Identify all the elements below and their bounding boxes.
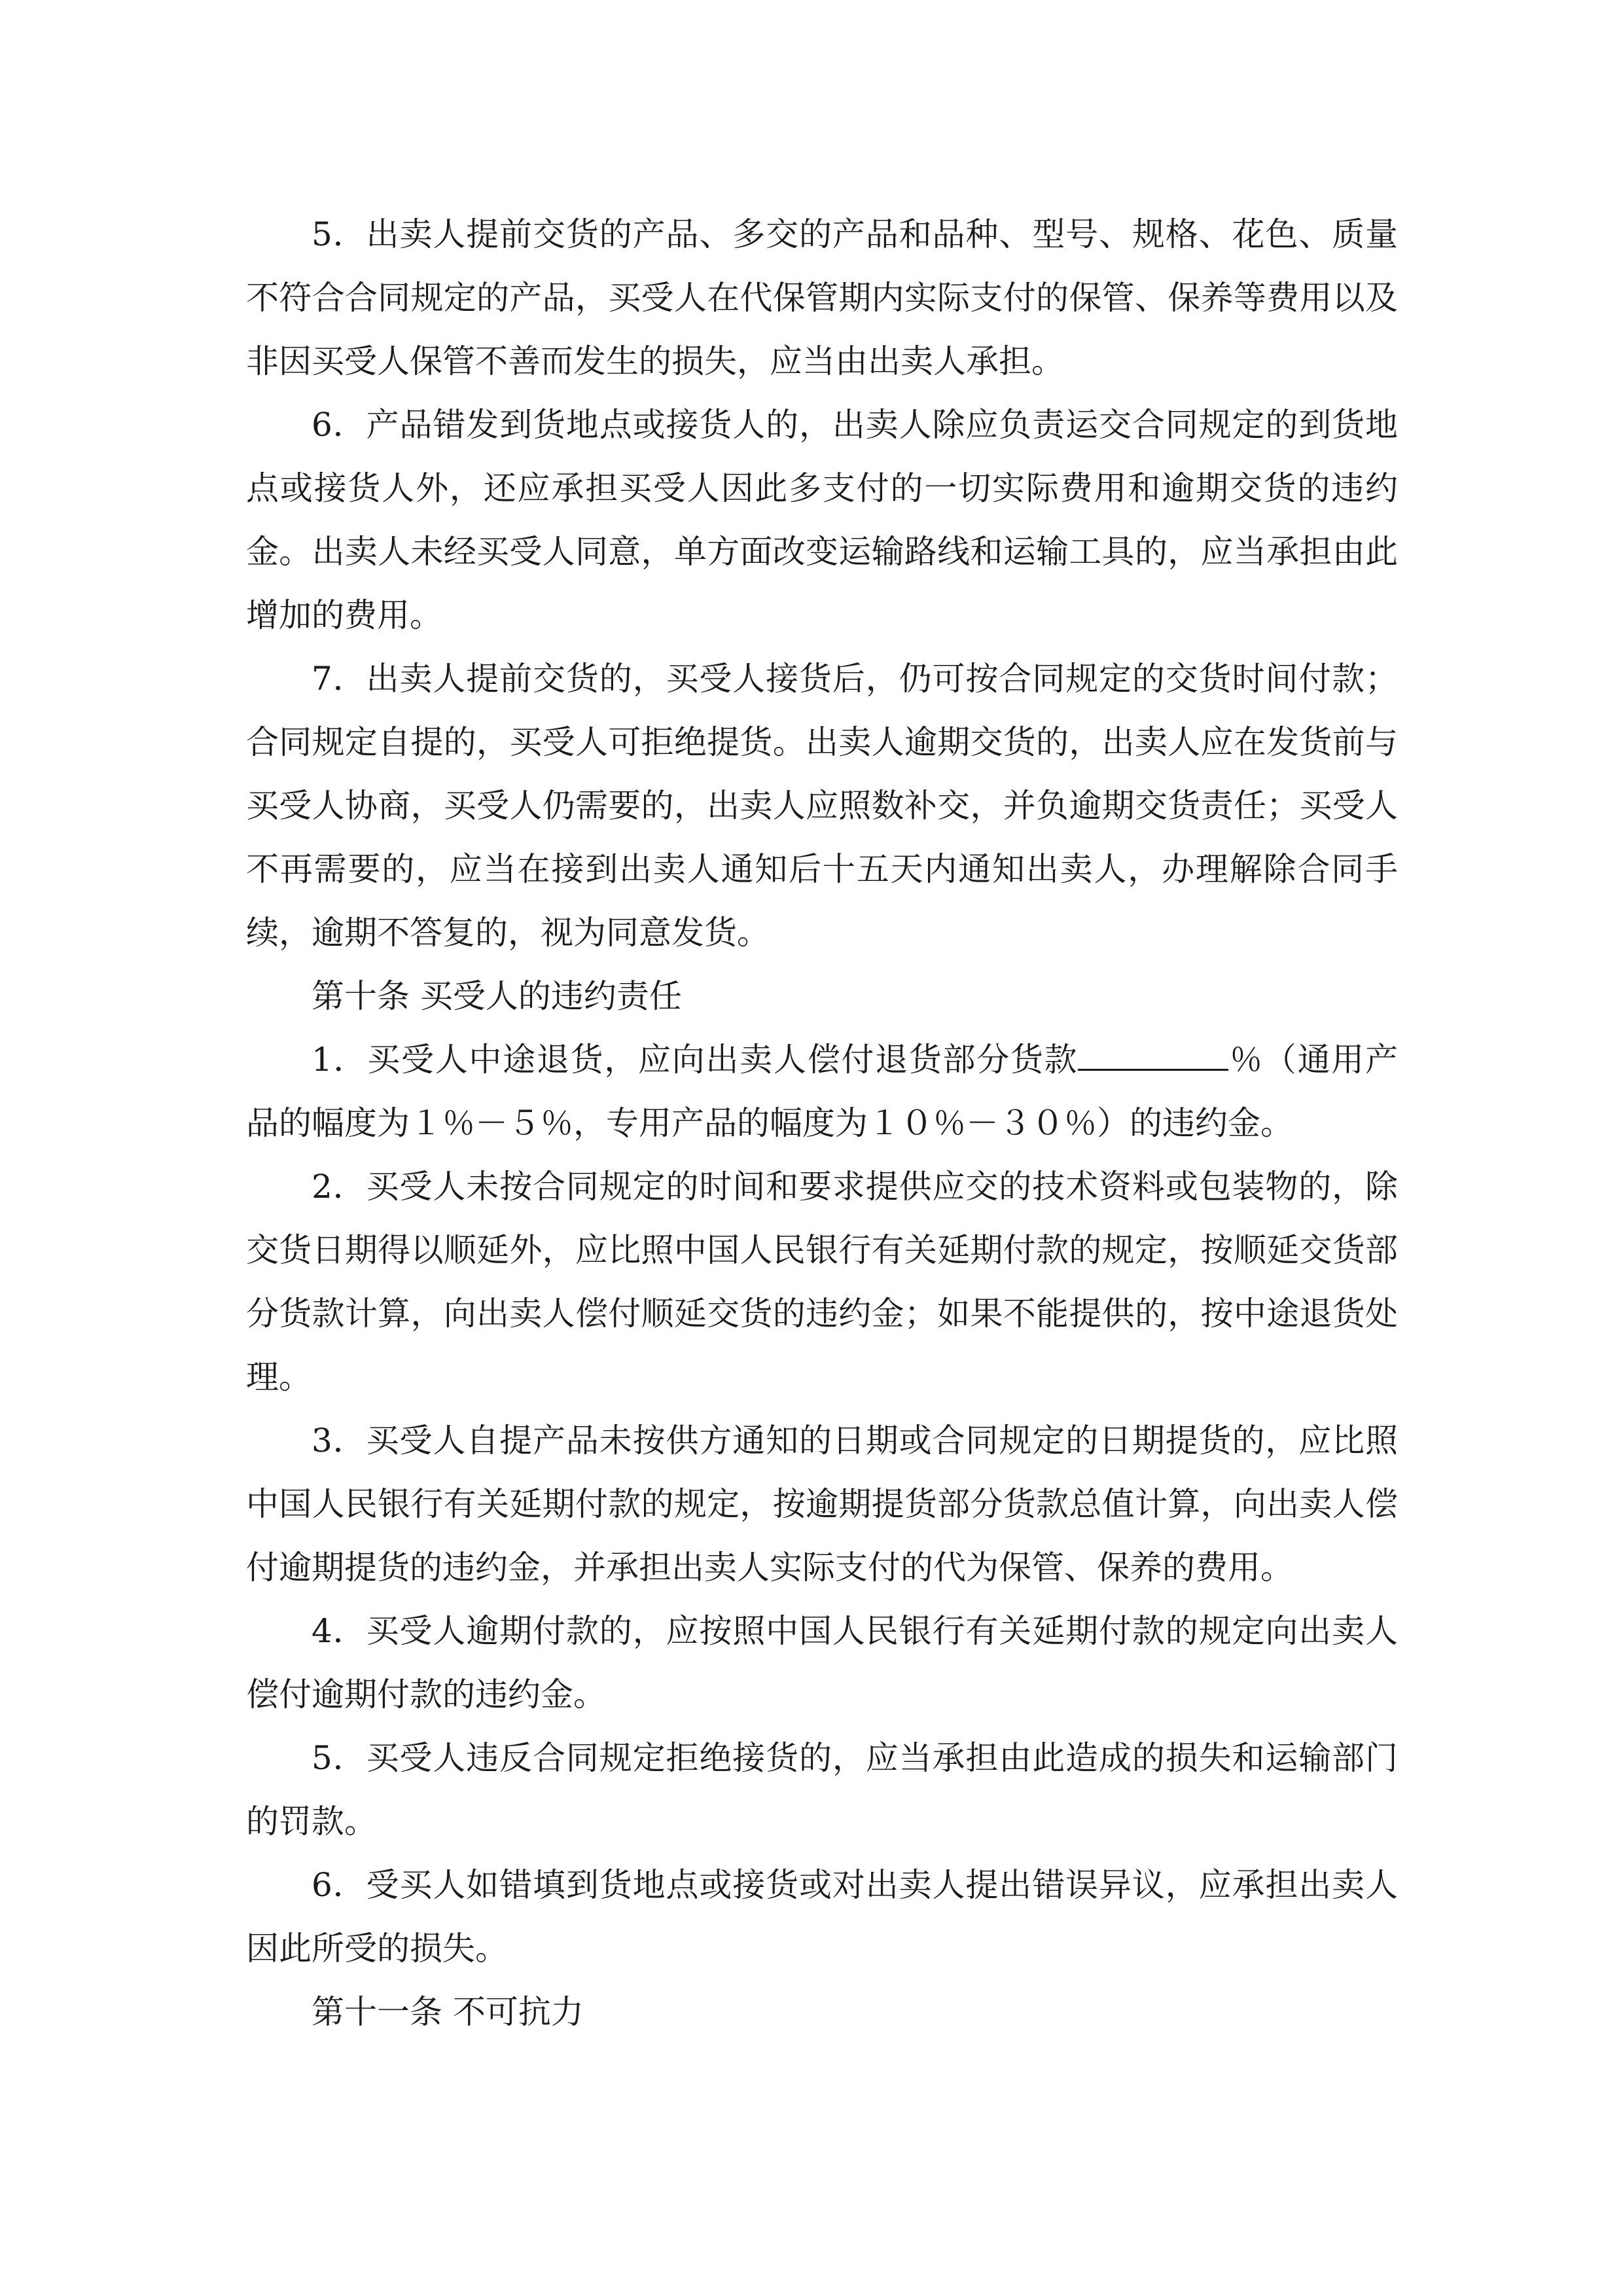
article-10-item-3: 3．买受人自提产品未按供方通知的日期或合同规定的日期提货的，应比照中国人民银行有关延期付款的规定，按逾期提货部分货款总值计算，向出卖人偿付逾期提货的违约金，并承担出卖人实际支付的代为保管、保养的费用。 [246,1422,1398,1587]
document-body [246,203,1398,2044]
article-10-item-1-text-b: ％（通用产品的幅度为１％－５％，专用产品的幅度为１０％－３０％）的违约金。 [246,1041,1399,1142]
article-10-item-6: 6．受买人如错填到货地点或接货或对出卖人提出错误异议，应承担出卖人因此所受的损失。 [246,1866,1398,1967]
article-10-heading: 第十条 买受人的违约责任 [312,977,682,1015]
fill-in-blank[interactable] [1078,1040,1228,1071]
article-10-item-5: 5．买受人违反合同规定拒绝接货的，应当承担由此造成的损失和运输部门的罚款。 [246,1739,1398,1840]
article-10-item-1-text-a: 1．买受人中途退货，应向出卖人偿付退货部分货款 [312,1041,1079,1079]
article-10-item-1 [246,1028,1398,1155]
clause-item-6: 6．产品错发到货地点或接货人的，出卖人除应负责运交合同规定的到货地点或接货人外，还应承担买受人因此多支付的一切实际费用和逾期交货的违约金。出卖人未经买受人同意，单方面改变运输路线和运输工具的，应当承担由此增加的费用。 [246,406,1398,634]
clause-item-7: 7．出卖人提前交货的，买受人接货后，仍可按合同规定的交货时间付款；合同规定自提的，买受人可拒绝提货。出卖人逾期交货的，出卖人应在发货前与买受人协商，买受人仍需要的，出卖人应照数补交，并负逾期交货责任；买受人不再需要的，应当在接到出卖人通知后十五天内通知出卖人，办理解除合同手续，逾期不答复的，视为同意发货。 [246,660,1398,952]
article-10-item-2: 2．买受人未按合同规定的时间和要求提供应交的技术资料或包装物的，除交货日期得以顺延外，应比照中国人民银行有关延期付款的规定，按顺延交货部分货款计算，向出卖人偿付顺延交货的违约金；如果不能提供的，按中途退货处理。 [246,1168,1398,1396]
article-10-item-4: 4．买受人逾期付款的，应按照中国人民银行有关延期付款的规定向出卖人偿付逾期付款的违约金。 [246,1612,1398,1713]
clause-item-5: 5．出卖人提前交货的产品、多交的产品和品种、型号、规格、花色、质量不符合合同规定的产品，买受人在代保管期内实际支付的保管、保养等费用以及非因买受人保管不善而发生的损失，应当由出卖人承担。 [246,215,1398,380]
article-11-heading: 第十一条 不可抗力 [312,1993,584,2031]
